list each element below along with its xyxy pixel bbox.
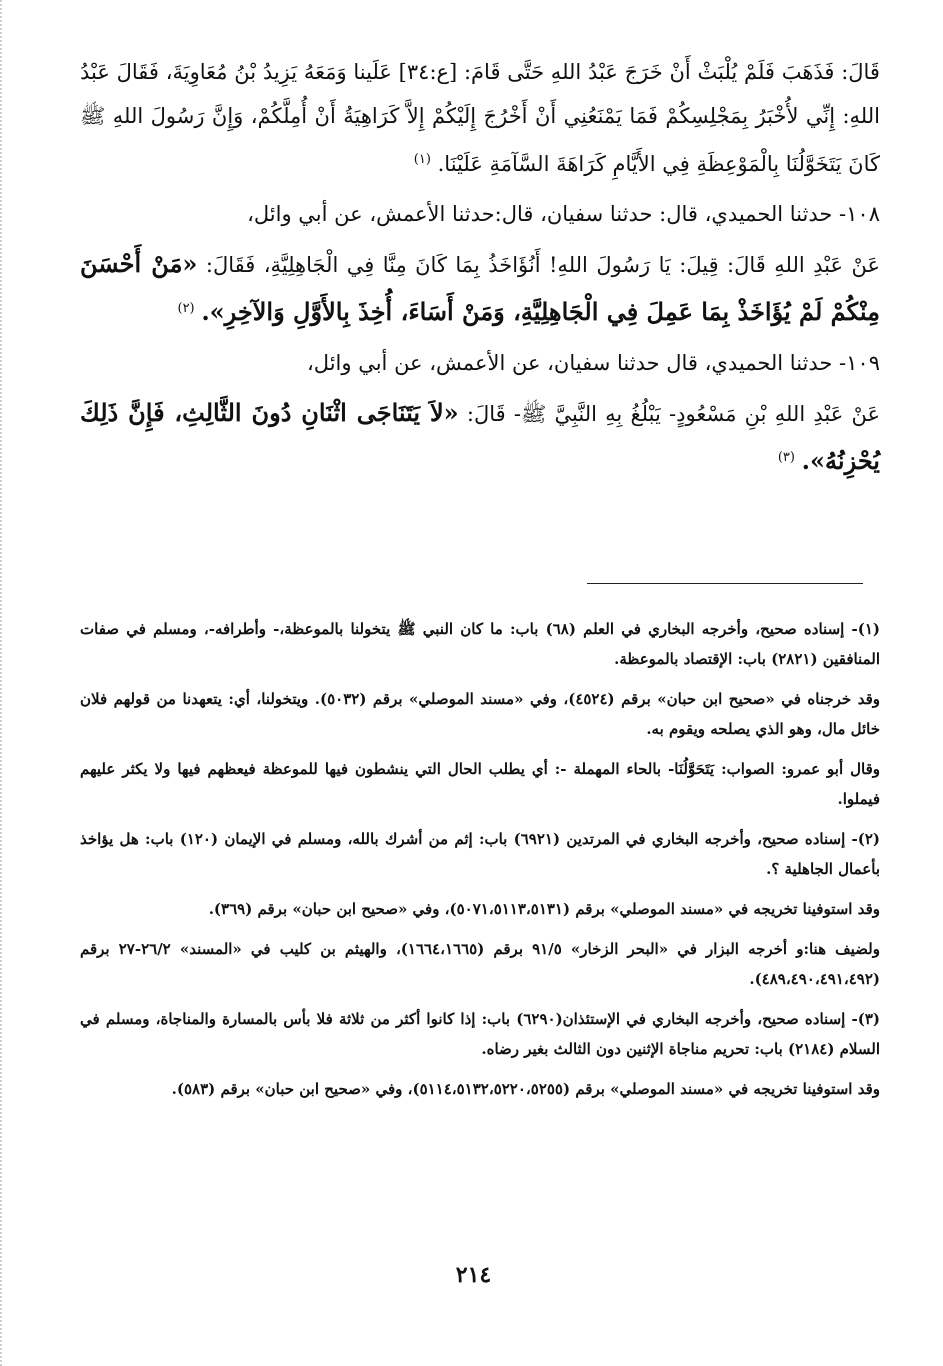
hadith-109-text: عَنْ عَبْدِ اللهِ بْنِ مَسْعُودٍ- يَبْلُغُ بِهِ النَّبِيَّ ﷺ- قَالَ: bbox=[466, 402, 880, 426]
paragraph-intro bbox=[80, 50, 880, 186]
intro-text: قَالَ: فَذَهَبَ فَلَمْ يُلْبَثْ أَنْ خَرَجَ عَبْدُ اللهِ حَتَّى قَامَ: [ع:٣٤] عَلَينا وَمَعَهُ يَزِيدُ بْنُ مُعَاوِيَةَ، فَقَالَ عَبْدُ اللهِ: إِنِّي لأُخْبَرُ بِمَجْلِسِكُمْ فَمَا يَمْنَعُنِي أَنْ أَخْرُجَ إِلَيْكُمْ إِلاَّ كَرَاهِيَةُ أَنْ أُمِلَّكُمْ، وَإِنَّ رَسُولَ اللهِ ﷺ كَانَ يَتَخَوَّلُنَا بِالْمَوْعِظَةِ فِي الأَيَّامِ كَرَاهَةَ السَّآمَةِ عَلَيْنَا. bbox=[80, 60, 880, 176]
hadith-109-quote: «لاَ يَتَنَاجَى اثْنَانِ دُونَ الثَّالِثِ، فَإِنَّ ذَلِكَ يُحْزِنُهُ». bbox=[80, 398, 880, 475]
main-text bbox=[80, 50, 880, 490]
footnote-separator bbox=[587, 583, 863, 584]
footnote-2-takhrij: وقد استوفينا تخريجه في «مسند الموصلي» برقم (٥٠٧١،٥١١٣،٥١٣١)، وفي «صحيح ابن حبان» برقم (٣٦٩). bbox=[208, 900, 880, 918]
footnote-2-main: (٢)- إسناده صحيح، وأخرجه البخاري في المرتدين (٦٩٢١) باب: إثم من أشرك بالله، ومسلم في الإيمان (١٢٠) باب: هل يؤاخذ بأعمال الجاهلية ؟. bbox=[80, 830, 881, 878]
footnote-ref-3[interactable]: (٣) bbox=[777, 450, 795, 465]
footnote-1-main: (١)- إسناده صحيح، وأخرجه البخاري في العلم (٦٨) باب: ما كان النبي ﷺ يتخولنا بالموعظة،- وأطرافه-، ومسلم في صفات المنافقين (٢٨٢١) باب: الإقتصاد بالموعظة. bbox=[80, 620, 880, 668]
footnote-3-takhrij: وقد استوفينا تخريجه في «مسند الموصلي» برقم (٥١١٤،٥١٣٢،٥٢٢٠،٥٢٥٥)، وفي «صحيح ابن حبان» برقم (٥٨٣). bbox=[171, 1080, 880, 1098]
hadith-108-body bbox=[80, 242, 880, 335]
footnote-ref-1[interactable]: (١) bbox=[413, 152, 431, 167]
hadith-108-quote: «مَنْ أَحْسَنَ مِنْكُمْ لَمْ يُؤَاخَذْ بِمَا عَمِلَ فِي الْجَاهِلِيَّةِ، وَمَنْ أَسَاءَ، أُخِذَ بِالأَوَّلِ وَالآخِرِ». bbox=[80, 249, 880, 326]
footnote-1-explanation: وقال أبو عمرو: الصواب: يَتَحَوَّلُنَا- بالحاء المهملة -: أي يطلب الحال التي ينشطون فيها للموعظة فيعظهم فيها ولا يكثر عليهم فيملوا. bbox=[80, 760, 880, 808]
hadith-109-body bbox=[80, 391, 880, 484]
hadith-108-chain: ١٠٨- حدثنا الحميدي، قال: حدثنا سفيان، قال:حدثنا الأعمش، عن أبي وائل، bbox=[247, 202, 880, 226]
hadith-109-chain: ١٠٩- حدثنا الحميدي، قال حدثنا سفيان، عن الأعمش، عن أبي وائل، bbox=[307, 351, 880, 375]
footnote-2-addition: ولضيف هنا:و أخرجه البزار في «البحر الزخار» ٩١/٥ برقم (١٦٦٤،١٦٦٥)، والهيثم بن كليب في «المسند» ٢٦/٢-٢٧ برقم (٤٨٩،٤٩٠،٤٩١،٤٩٢). bbox=[80, 940, 880, 988]
footnote-1-takhrij: وقد خرجناه في «صحيح ابن حبان» برقم (٤٥٢٤)، وفي «مسند الموصلي» برقم (٥٠٣٢). ويتخولنا، أي: يتعهدنا من قولهم فلان خائل مال، وهو الذي يصلحه ويقوم به. bbox=[80, 690, 880, 738]
footnote-ref-2[interactable]: (٢) bbox=[177, 301, 195, 316]
page-number: ٢١٤ bbox=[455, 1262, 492, 1288]
footnote-3-main: (٣)- إسناده صحيح، وأخرجه البخاري في الإستئذان(٦٢٩٠) باب: إذا كانوا أكثر من ثلاثة فلا بأس بالمسارة والمناجاة، ومسلم في السلام (٢١٨٤) باب: تحريم مناجاة الإثنين دون الثالث بغير رضاه. bbox=[80, 1010, 880, 1058]
footnotes bbox=[80, 614, 880, 1114]
hadith-108-text: عَنْ عَبْدِ اللهِ قَالَ: قِيلَ: يَا رَسُولَ اللهِ! أَنُؤَاخَذُ بِمَا كَانَ مِنَّا فِي الْجَاهِلِيَّةِ، فَقَالَ: bbox=[205, 253, 880, 277]
